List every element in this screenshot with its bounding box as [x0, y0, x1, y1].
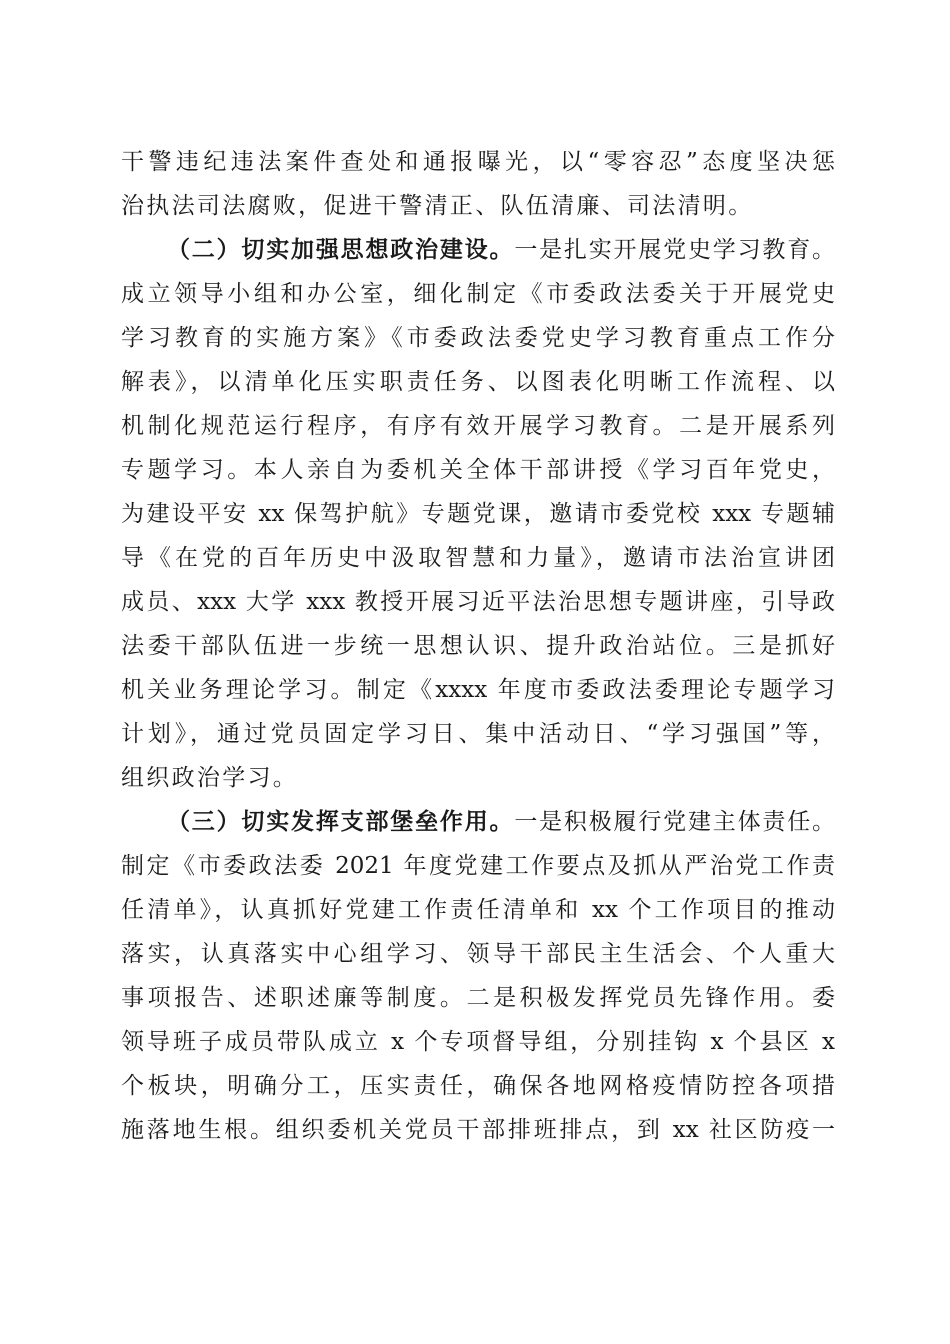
- section-text: 一是扎实开展党史学习教育。: [514, 237, 836, 263]
- body-line: 学习教育的实施方案》《市委政法委党史学习教育重点工作分: [121, 325, 835, 351]
- body-line: 制定《市委政法委 2021 年度党建工作要点及抓从严治党工作责: [121, 853, 835, 879]
- body-line: 机制化规范运行程序，有序有效开展学习教育。二是开展系列: [121, 413, 835, 439]
- section-heading-line: [167, 800, 835, 844]
- body-line: 事项报告、述职述廉等制度。二是积极发挥党员先锋作用。委: [121, 985, 835, 1011]
- body-line: 解表》，以清单化压实职责任务、以图表化明晰工作流程、以: [121, 369, 835, 395]
- body-line: 成员、xxx 大学 xxx 教授开展习近平法治思想专题讲座，引导政: [121, 589, 835, 615]
- body-line: 机关业务理论学习。制定《xxxx 年度市委政法委理论专题学习: [121, 677, 835, 703]
- body-line: 施落地生根。组织委机关党员干部排班排点，到 xx 社区防疫一: [121, 1117, 835, 1143]
- body-line: 成立领导小组和办公室，细化制定《市委政法委关于开展党史: [121, 281, 835, 307]
- section-text: 一是积极履行党建主体责任。: [514, 809, 836, 835]
- section-heading-line: [167, 228, 835, 272]
- section-heading: （二）切实加强思想政治建设。: [167, 236, 515, 263]
- section-heading: （三）切实发挥支部堡垒作用。: [167, 808, 515, 835]
- body-line: 落实，认真落实中心组学习、领导干部民主生活会、个人重大: [121, 941, 835, 967]
- body-line: 任清单》，认真抓好党建工作责任清单和 xx 个工作项目的推动: [121, 897, 835, 923]
- body-line: 计划》，通过党员固定学习日、集中活动日、“学习强国”等，: [121, 721, 835, 747]
- body-line: 治执法司法腐败，促进干警清正、队伍清廉、司法清明。: [121, 193, 754, 219]
- body-line: 为建设平安 xx 保驾护航》专题党课，邀请市委党校 xxx 专题辅: [121, 501, 835, 527]
- body-line: 专题学习。本人亲自为委机关全体干部讲授《学习百年党史，: [121, 457, 835, 483]
- body-line: 干警违纪违法案件查处和通报曝光，以“零容忍”态度坚决惩: [121, 149, 835, 175]
- body-line: 组织政治学习。: [121, 765, 299, 791]
- body-line: 法委干部队伍进一步统一思想认识、提升政治站位。三是抓好: [121, 633, 835, 659]
- body-line: 导《在党的百年历史中汲取智慧和力量》，邀请市法治宣讲团: [121, 545, 835, 571]
- body-line: 个板块，明确分工，压实责任，确保各地网格疫情防控各项措: [121, 1073, 835, 1099]
- body-line: 领导班子成员带队成立 x 个专项督导组，分别挂钩 x 个县区 x: [121, 1029, 835, 1055]
